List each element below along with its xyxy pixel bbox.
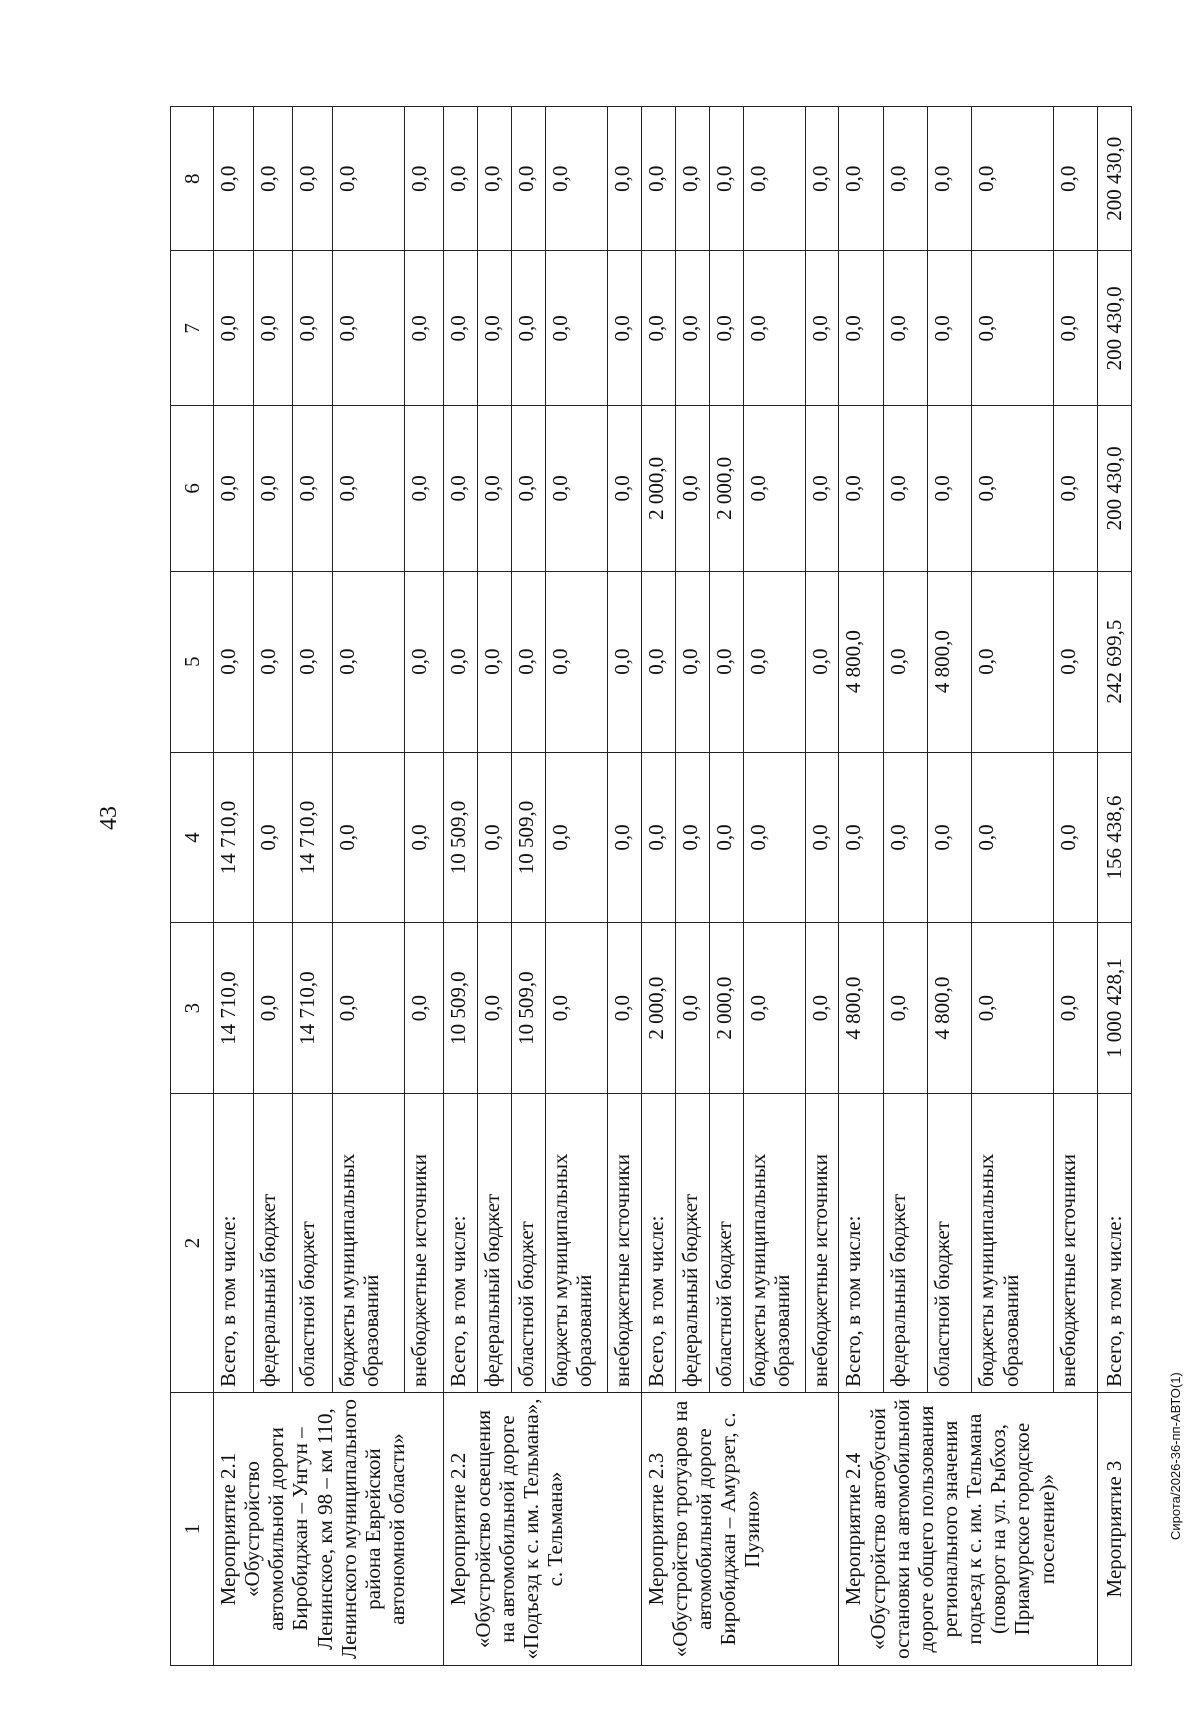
value-cell: 2 000,0 <box>709 923 743 1094</box>
value-cell: 0,0 <box>883 571 927 752</box>
source-cell: внебюджетные источники <box>608 1093 642 1392</box>
value-cell: 2 000,0 <box>641 923 675 1094</box>
value-cell: 0,0 <box>805 107 839 251</box>
value-cell: 0,0 <box>709 571 743 752</box>
source-cell: областной бюджет <box>512 1093 546 1392</box>
value-cell: 0,0 <box>743 406 805 571</box>
value-cell: 0,0 <box>332 752 404 923</box>
value-cell: 0,0 <box>805 923 839 1094</box>
value-cell: 0,0 <box>546 923 608 1094</box>
source-cell: областной бюджет <box>709 1093 743 1392</box>
value-cell: 0,0 <box>404 923 444 1094</box>
col-header: 3 <box>171 923 214 1094</box>
value-cell: 0,0 <box>928 251 972 406</box>
value-cell: 0,0 <box>641 571 675 752</box>
value-cell: 4 800,0 <box>928 571 972 752</box>
col-header: 8 <box>171 107 214 251</box>
value-cell: 0,0 <box>709 107 743 251</box>
event-cell: Мероприятие 2.2 «Обустройство освещения на автомобильной дороге «Подъезд к с. им. Тельмана», с. Тельмана» <box>444 1393 642 1666</box>
value-cell: 0,0 <box>444 406 478 571</box>
value-cell: 0,0 <box>928 752 972 923</box>
value-cell: 0,0 <box>404 406 444 571</box>
value-cell: 0,0 <box>608 107 642 251</box>
value-cell: 0,0 <box>608 406 642 571</box>
value-cell: 0,0 <box>1053 251 1097 406</box>
table-row <box>444 107 478 1666</box>
value-cell: 0,0 <box>1053 752 1097 923</box>
value-cell: 0,0 <box>709 752 743 923</box>
value-cell: 0,0 <box>332 251 404 406</box>
value-cell: 242 699,5 <box>1097 571 1131 752</box>
value-cell: 0,0 <box>444 107 478 251</box>
value-cell: 0,0 <box>214 571 254 752</box>
table-row <box>214 107 254 1666</box>
value-cell: 0,0 <box>972 752 1053 923</box>
value-cell: 14 710,0 <box>293 923 333 1094</box>
value-cell: 2 000,0 <box>709 406 743 571</box>
value-cell: 4 800,0 <box>928 923 972 1094</box>
page-number: 43 <box>96 806 122 830</box>
value-cell: 0,0 <box>675 571 709 752</box>
value-cell: 4 800,0 <box>839 923 883 1094</box>
header-row <box>171 107 214 1666</box>
table-row <box>839 107 883 1666</box>
value-cell: 0,0 <box>332 923 404 1094</box>
value-cell: 10 509,0 <box>512 923 546 1094</box>
value-cell: 0,0 <box>253 923 293 1094</box>
col-header: 7 <box>171 251 214 406</box>
source-cell: федеральный бюджет <box>675 1093 709 1392</box>
event-cell: Мероприятие 2.4 «Обустройство автобусной остановки на автомобильной дороге общего пользования регионального значения подъезд к с. им. Тельмана (поворот на ул. Рыбхоз, Приамурское городское поселение)» <box>839 1393 1098 1666</box>
source-cell: областной бюджет <box>293 1093 333 1392</box>
value-cell: 0,0 <box>805 752 839 923</box>
col-header: 1 <box>171 1393 214 1666</box>
value-cell: 0,0 <box>404 571 444 752</box>
value-cell: 0,0 <box>293 251 333 406</box>
source-cell: бюджеты муниципальных образований <box>546 1093 608 1392</box>
value-cell: 0,0 <box>608 752 642 923</box>
value-cell: 0,0 <box>478 923 512 1094</box>
value-cell: 0,0 <box>478 571 512 752</box>
value-cell: 0,0 <box>253 752 293 923</box>
value-cell: 0,0 <box>293 406 333 571</box>
source-cell: внебюджетные источники <box>404 1093 444 1392</box>
value-cell: 0,0 <box>805 406 839 571</box>
value-cell: 200 430,0 <box>1097 107 1131 251</box>
value-cell: 0,0 <box>743 752 805 923</box>
funding-table <box>170 106 1132 1666</box>
event-cell: Мероприятие 2.1 «Обустройство автомобильной дороги Биробиджан – Унгун – Ленинское, км 98 – км 110, Ленинского муниципального района Еврейской автономной области» <box>214 1393 444 1666</box>
value-cell: 0,0 <box>743 571 805 752</box>
value-cell: 0,0 <box>883 107 927 251</box>
value-cell: 0,0 <box>928 107 972 251</box>
value-cell: 0,0 <box>675 752 709 923</box>
source-cell: Всего, в том числе: <box>1097 1093 1131 1392</box>
value-cell: 0,0 <box>608 923 642 1094</box>
source-cell: бюджеты муниципальных образований <box>972 1093 1053 1392</box>
value-cell: 0,0 <box>293 107 333 251</box>
value-cell: 200 430,0 <box>1097 251 1131 406</box>
value-cell: 0,0 <box>1053 107 1097 251</box>
value-cell: 0,0 <box>253 571 293 752</box>
table-row <box>641 107 675 1666</box>
col-header: 4 <box>171 752 214 923</box>
source-cell: Всего, в том числе: <box>214 1093 254 1392</box>
value-cell: 0,0 <box>1053 406 1097 571</box>
source-cell: бюджеты муниципальных образований <box>743 1093 805 1392</box>
value-cell: 0,0 <box>743 107 805 251</box>
value-cell: 0,0 <box>214 406 254 571</box>
value-cell: 0,0 <box>332 571 404 752</box>
value-cell: 0,0 <box>839 406 883 571</box>
value-cell: 0,0 <box>839 752 883 923</box>
source-cell: внебюджетные источники <box>805 1093 839 1392</box>
value-cell: 0,0 <box>972 107 1053 251</box>
value-cell: 0,0 <box>1053 571 1097 752</box>
value-cell: 0,0 <box>253 107 293 251</box>
rotated-table-container <box>170 106 1132 1666</box>
value-cell: 10 509,0 <box>444 923 478 1094</box>
source-cell: Всего, в том числе: <box>444 1093 478 1392</box>
value-cell: 0,0 <box>214 251 254 406</box>
value-cell: 1 000 428,1 <box>1097 923 1131 1094</box>
value-cell: 0,0 <box>805 571 839 752</box>
value-cell: 0,0 <box>972 923 1053 1094</box>
value-cell: 14 710,0 <box>293 752 333 923</box>
value-cell: 0,0 <box>478 406 512 571</box>
value-cell: 0,0 <box>478 107 512 251</box>
value-cell: 0,0 <box>1053 923 1097 1094</box>
value-cell: 156 438,6 <box>1097 752 1131 923</box>
source-cell: Всего, в том числе: <box>839 1093 883 1392</box>
document-code: Сирота/2026-36-пп-АВТО(1) <box>1168 1372 1183 1540</box>
value-cell: 0,0 <box>641 251 675 406</box>
value-cell: 0,0 <box>641 107 675 251</box>
value-cell: 0,0 <box>332 107 404 251</box>
value-cell: 0,0 <box>928 406 972 571</box>
value-cell: 0,0 <box>972 571 1053 752</box>
col-header: 2 <box>171 1093 214 1392</box>
col-header: 5 <box>171 571 214 752</box>
value-cell: 0,0 <box>293 571 333 752</box>
value-cell: 0,0 <box>512 107 546 251</box>
value-cell: 0,0 <box>512 251 546 406</box>
source-cell: федеральный бюджет <box>478 1093 512 1392</box>
event-cell: Мероприятие 2.3 «Обустройство тротуаров на автомобильной дороге Биробиджан – Амурзет, с. Пузино» <box>641 1393 839 1666</box>
value-cell: 0,0 <box>546 571 608 752</box>
event-cell: Мероприятие 3 <box>1097 1393 1131 1666</box>
value-cell: 0,0 <box>883 251 927 406</box>
value-cell: 0,0 <box>512 406 546 571</box>
value-cell: 0,0 <box>332 406 404 571</box>
value-cell: 0,0 <box>546 752 608 923</box>
value-cell: 0,0 <box>675 406 709 571</box>
value-cell: 0,0 <box>546 406 608 571</box>
value-cell: 0,0 <box>709 251 743 406</box>
value-cell: 0,0 <box>608 571 642 752</box>
value-cell: 0,0 <box>675 107 709 251</box>
value-cell: 0,0 <box>972 406 1053 571</box>
value-cell: 0,0 <box>478 251 512 406</box>
value-cell: 0,0 <box>546 107 608 251</box>
value-cell: 0,0 <box>253 406 293 571</box>
value-cell: 0,0 <box>883 406 927 571</box>
value-cell: 0,0 <box>641 752 675 923</box>
source-cell: Всего, в том числе: <box>641 1093 675 1392</box>
value-cell: 200 430,0 <box>1097 406 1131 571</box>
value-cell: 0,0 <box>743 923 805 1094</box>
value-cell: 0,0 <box>675 251 709 406</box>
value-cell: 0,0 <box>805 251 839 406</box>
value-cell: 0,0 <box>839 251 883 406</box>
value-cell: 0,0 <box>743 251 805 406</box>
value-cell: 14 710,0 <box>214 923 254 1094</box>
value-cell: 14 710,0 <box>214 752 254 923</box>
value-cell: 0,0 <box>608 251 642 406</box>
value-cell: 10 509,0 <box>512 752 546 923</box>
value-cell: 0,0 <box>675 923 709 1094</box>
value-cell: 0,0 <box>444 251 478 406</box>
value-cell: 0,0 <box>546 251 608 406</box>
value-cell: 0,0 <box>478 752 512 923</box>
source-cell: внебюджетные источники <box>1053 1093 1097 1392</box>
total-row <box>1097 107 1131 1666</box>
value-cell: 0,0 <box>404 251 444 406</box>
value-cell: 0,0 <box>404 752 444 923</box>
value-cell: 0,0 <box>972 251 1053 406</box>
value-cell: 0,0 <box>404 107 444 251</box>
source-cell: бюджеты муниципальных образований <box>332 1093 404 1392</box>
value-cell: 0,0 <box>512 571 546 752</box>
source-cell: областной бюджет <box>928 1093 972 1392</box>
value-cell: 0,0 <box>214 107 254 251</box>
col-header: 6 <box>171 406 214 571</box>
source-cell: федеральный бюджет <box>253 1093 293 1392</box>
value-cell: 0,0 <box>839 107 883 251</box>
value-cell: 4 800,0 <box>839 571 883 752</box>
value-cell: 0,0 <box>253 251 293 406</box>
value-cell: 0,0 <box>883 923 927 1094</box>
value-cell: 2 000,0 <box>641 406 675 571</box>
value-cell: 0,0 <box>883 752 927 923</box>
value-cell: 0,0 <box>444 571 478 752</box>
value-cell: 10 509,0 <box>444 752 478 923</box>
source-cell: федеральный бюджет <box>883 1093 927 1392</box>
